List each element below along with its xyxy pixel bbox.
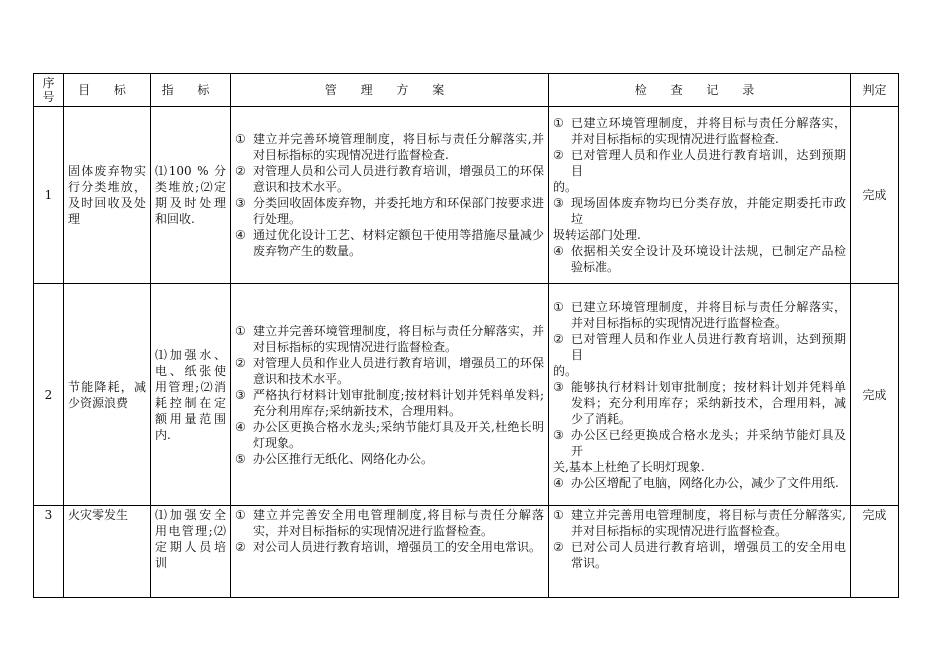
item-text: 现场固体废弃物均已分类存放，并能定期委托市政垃 [571, 196, 846, 226]
row-seq: 2 [34, 284, 64, 506]
item-number: ② [553, 148, 564, 162]
row-seq: 3 [34, 506, 64, 598]
list-item [553, 299, 846, 331]
row-goal: 火灾零发生 [64, 506, 151, 598]
item-number: ② [235, 540, 246, 554]
row-indicator: ⑴加强水、电、纸张使用管理;⑵消耗控制在定额用量范围内. [151, 284, 231, 506]
item-text: 通过优化设计工艺、材料定额包干使用等措施尽量减少废弃物产生的数量。 [253, 228, 544, 258]
item-text: 建立并完善环境管理制度，将目标与责任分解落实,并对目标指标的实现情况进行监督检查. [253, 132, 544, 162]
item-text: 办公区增配了电脑，网络化办公，减少了文件用纸. [571, 475, 839, 490]
item-number: ① [235, 132, 246, 146]
row-goal: 固体废弃物实行分类堆放，及时回收及处理 [64, 107, 151, 284]
list-item [235, 507, 544, 539]
list-item [235, 355, 544, 387]
list-item [553, 227, 846, 243]
header-judge: 判定 [851, 74, 899, 107]
header-seq: 序号 [34, 74, 64, 107]
item-text: 的。 [553, 363, 578, 378]
header-plan: 管 理 方 案 [231, 74, 549, 107]
list-item [553, 195, 846, 227]
item-number: ② [235, 164, 246, 178]
item-text: 能够执行材料计划审批制度；按材料计划并凭料单发料；充分利用库存；采纳新技术，合理用料，减少了消耗。 [571, 379, 846, 426]
row-indicator: ⑴加强安全用电管理;⑵ 定期人员培训 [151, 506, 231, 598]
list-item [553, 331, 846, 363]
row-plan [231, 284, 549, 506]
list-item [235, 387, 544, 419]
table-row [34, 107, 899, 284]
list-item [235, 539, 544, 555]
row-indicator: ⑴100 % 分类堆放;⑵定期及时处理和回收. [151, 107, 231, 284]
item-number: ② [235, 355, 246, 370]
table-row [34, 506, 899, 598]
header-row [34, 74, 899, 107]
item-number: ② [553, 331, 564, 346]
item-number: ③ [553, 196, 564, 210]
item-number: ③ [553, 379, 564, 394]
item-text: 已对公司人员进行教育培训，增强员工的安全用电常识。 [571, 540, 846, 570]
item-text: 已对管理人员和作业人员进行教育培训，达到预期目 [571, 148, 846, 178]
item-number: ④ [235, 228, 246, 242]
header-record: 检 查 记 录 [549, 74, 851, 107]
list-item [553, 363, 846, 379]
list-item [553, 507, 846, 539]
list-item [235, 323, 544, 355]
item-number: ④ [553, 244, 564, 258]
item-text: 办公区已经更换成合格水龙头；并采纳节能灯具及开 [571, 427, 846, 458]
item-text: 办公区推行无纸化、网络化办公。 [253, 451, 434, 466]
item-text: 对管理人员和公司人员进行教育培训，增强员工的环保意识和技术水平。 [253, 164, 544, 194]
list-item [553, 427, 846, 459]
row-seq: 1 [34, 107, 64, 284]
item-text: 依据相关安全设计及环境设计法规，已制定产品检验标准。 [571, 244, 846, 274]
item-text: 的。 [553, 180, 578, 194]
item-text: 严格执行材料计划审批制度;按材料计划并凭料单发料;充分利用库存;采纳新技术，合理用料。 [253, 387, 544, 418]
item-number: ① [235, 323, 246, 338]
row-judge: 完成 [851, 107, 899, 284]
item-text: 办公区更换合格水龙头;采纳节能灯具及开关,杜绝长明灯现象。 [253, 419, 544, 450]
list-item [235, 195, 544, 227]
item-number: ② [553, 540, 564, 554]
item-text: 对公司人员进行教育培训，增强员工的安全用电常识。 [253, 540, 542, 554]
list-item [553, 539, 846, 571]
environment-objectives-table [33, 73, 899, 598]
item-text: 建立并完善环境管理制度，将目标与责任分解落实，并对目标指标的实现情况进行监督检查。 [253, 323, 544, 354]
item-text: 已建立环境管理制度，并将目标与责任分解落实，并对目标指标的实现情况进行监督检查. [571, 116, 846, 146]
item-text: 已建立环境管理制度，并将目标与责任分解落实，并对目标指标的实现情况进行监督检查。 [571, 299, 846, 330]
list-item [553, 179, 846, 195]
item-text: 关,基本上杜绝了长明灯现象. [553, 459, 705, 474]
list-item [235, 451, 544, 467]
item-text: 建立并完善安全用电管理制度,将目标与责任分解落实，并对目标指标的实现情况进行监督检查。 [253, 508, 544, 538]
item-number: ① [235, 508, 246, 522]
item-number: ③ [235, 387, 246, 402]
list-item [553, 475, 846, 491]
list-item [235, 419, 544, 451]
table-row [34, 284, 899, 506]
header-indicator: 指 标 [151, 74, 231, 107]
list-item [553, 147, 846, 179]
list-item [235, 227, 544, 259]
item-number: ③ [553, 427, 564, 442]
row-judge: 完成 [851, 506, 899, 598]
item-number: ① [553, 116, 564, 130]
item-number: ③ [235, 196, 246, 210]
item-number: ① [553, 508, 564, 522]
item-text: 已对管理人员和作业人员进行教育培训，达到预期目 [571, 331, 846, 362]
item-text: 建立并完善用电管理制度，将目标与责任分解落实,并对目标指标的实现情况进行监督检查。 [571, 508, 846, 538]
row-record [549, 107, 851, 284]
header-goal: 目 标 [64, 74, 151, 107]
row-record [549, 506, 851, 598]
item-number: ⑤ [235, 451, 246, 466]
list-item [235, 163, 544, 195]
list-item [553, 243, 846, 275]
row-plan [231, 506, 549, 598]
item-text: 对管理人员和作业人员进行教育培训，增强员工的环保意识和技术水平。 [253, 355, 544, 386]
row-goal: 节能降耗，减少资源浪费 [64, 284, 151, 506]
item-number: ④ [235, 419, 246, 434]
list-item [553, 459, 846, 475]
list-item [553, 115, 846, 147]
item-number: ④ [553, 475, 564, 490]
item-text: 分类回收固体废弃物，并委托地方和环保部门按要求进行处理。 [253, 196, 544, 226]
row-record [549, 284, 851, 506]
row-plan [231, 107, 549, 284]
item-number: ① [553, 299, 564, 314]
list-item [553, 379, 846, 427]
row-judge: 完成 [851, 284, 899, 506]
list-item [235, 131, 544, 163]
item-text: 圾转运部门处理. [553, 228, 641, 242]
